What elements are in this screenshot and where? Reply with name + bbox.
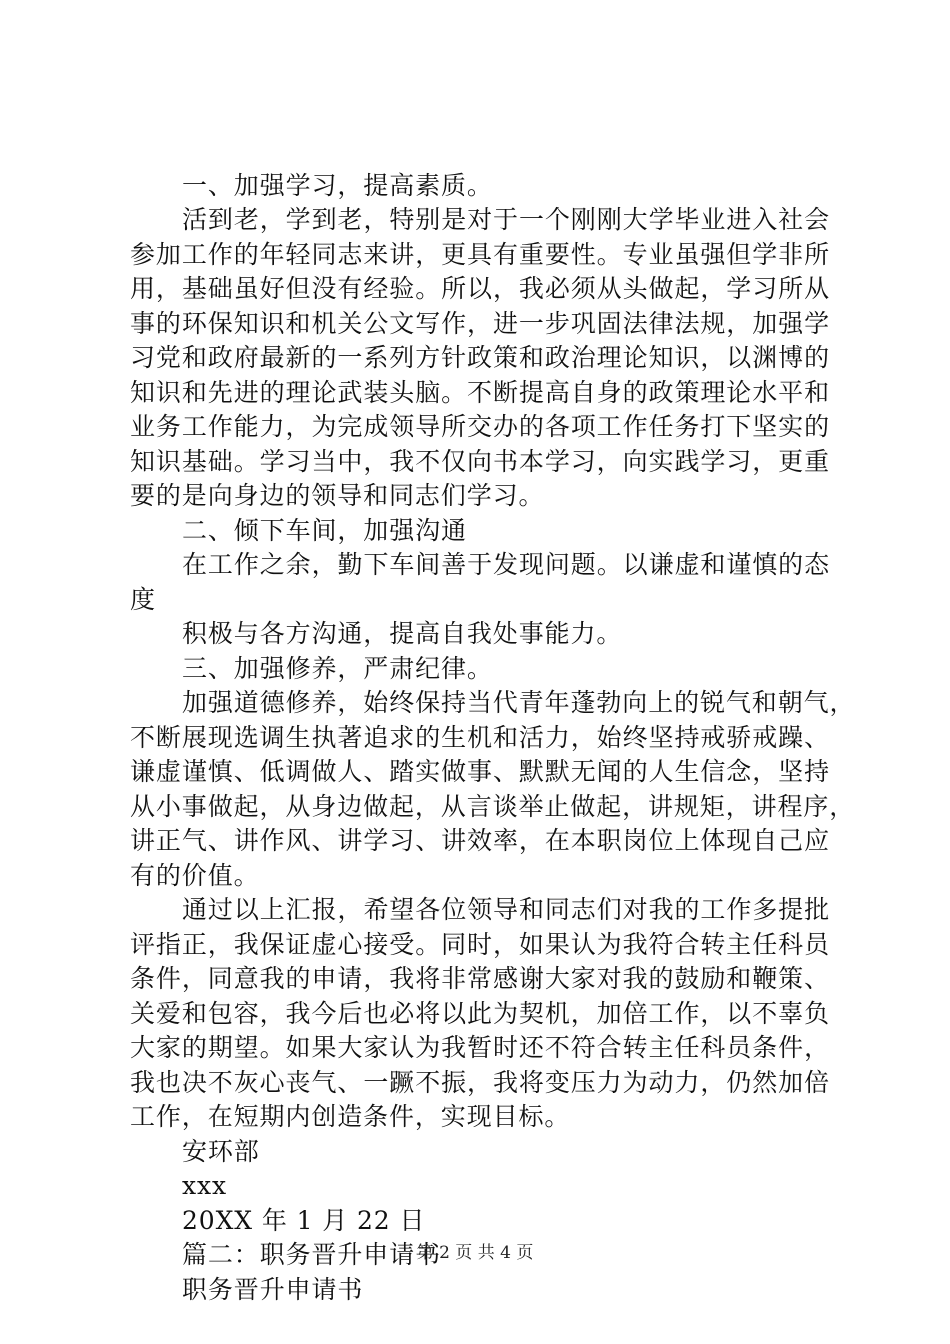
paragraph-line: 事的环保知识和机关公文写作，进一步巩固法律法规，加强学 — [130, 309, 830, 338]
paragraph-line: 活到老，学到老，特别是对于一个刚刚大学毕业进入社会 — [182, 205, 830, 234]
paragraph-line: 参加工作的年轻同志来讲，更具有重要性。专业虽强但学非所 — [130, 240, 830, 269]
paragraph-line: 大家的期望。如果大家认为我暂时还不符合转主任科员条件， — [130, 1033, 830, 1062]
paragraph-line: 度 — [130, 585, 156, 614]
section-heading-2: 二、倾下车间，加强沟通 — [182, 516, 467, 545]
section-heading-3: 三、加强修养，严肃纪律。 — [182, 654, 493, 683]
page-number-footer: 第 2 页 共 4 页 — [416, 1243, 534, 1263]
signature-name: xxx — [182, 1171, 227, 1200]
paragraph-line: 工作，在短期内创造条件，实现目标。 — [130, 1102, 571, 1131]
paragraph-line: 评指正，我保证虚心接受。同时，如果认为我符合转主任科员 — [130, 930, 830, 959]
document-title: 职务晋升申请书 — [182, 1275, 364, 1304]
paragraph-line: 习党和政府最新的一系列方针政策和政治理论知识，以渊博的 — [130, 343, 830, 372]
paragraph-line: 通过以上汇报，希望各位领导和同志们对我的工作多提批 — [182, 895, 830, 924]
chapter-heading: 篇二：职务晋升申请书 — [182, 1240, 442, 1269]
paragraph-line: 关爱和包容，我今后也必将以此为契机，加倍工作，以不辜负 — [130, 999, 830, 1028]
paragraph-line: 不断展现选调生执著追求的生机和活力，始终坚持戒骄戒躁、 — [130, 723, 830, 752]
paragraph-line: 业务工作能力，为完成领导所交办的各项工作任务打下坚实的 — [130, 412, 830, 441]
paragraph-line: 从小事做起，从身边做起，从言谈举止做起，讲规矩，讲程序， — [130, 792, 856, 821]
paragraph-line: 条件，同意我的申请，我将非常感谢大家对我的鼓励和鞭策、 — [130, 964, 830, 993]
paragraph-line: 讲正气、讲作风、讲学习、讲效率，在本职岗位上体现自己应 — [130, 826, 830, 855]
paragraph-line: 我也决不灰心丧气、一蹶不振，我将变压力为动力，仍然加倍 — [130, 1068, 830, 1097]
document-date: 20XX 年 1 月 22 日 — [182, 1206, 426, 1235]
paragraph-line: 加强道德修养，始终保持当代青年蓬勃向上的锐气和朝气， — [182, 688, 856, 717]
paragraph-line: 积极与各方沟通，提高自我处事能力。 — [182, 619, 623, 648]
paragraph-line: 在工作之余，勤下车间善于发现问题。以谦虚和谨慎的态 — [182, 550, 830, 579]
paragraph-line: 知识和先进的理论武装头脑。不断提高自身的政策理论水平和 — [130, 378, 830, 407]
paragraph-line: 知识基础。学习当中，我不仅向书本学习，向实践学习，更重 — [130, 447, 830, 476]
section-heading-1: 一、加强学习，提高素质。 — [182, 171, 493, 200]
paragraph-line: 有的价值。 — [130, 861, 260, 890]
paragraph-line: 用，基础虽好但没有经验。所以，我必须从头做起，学习所从 — [130, 274, 830, 303]
paragraph-line: 要的是向身边的领导和同志们学习。 — [130, 481, 545, 510]
paragraph-line: 谦虚谨慎、低调做人、踏实做事、默默无闻的人生信念，坚持 — [130, 757, 830, 786]
department-name: 安环部 — [182, 1137, 260, 1166]
